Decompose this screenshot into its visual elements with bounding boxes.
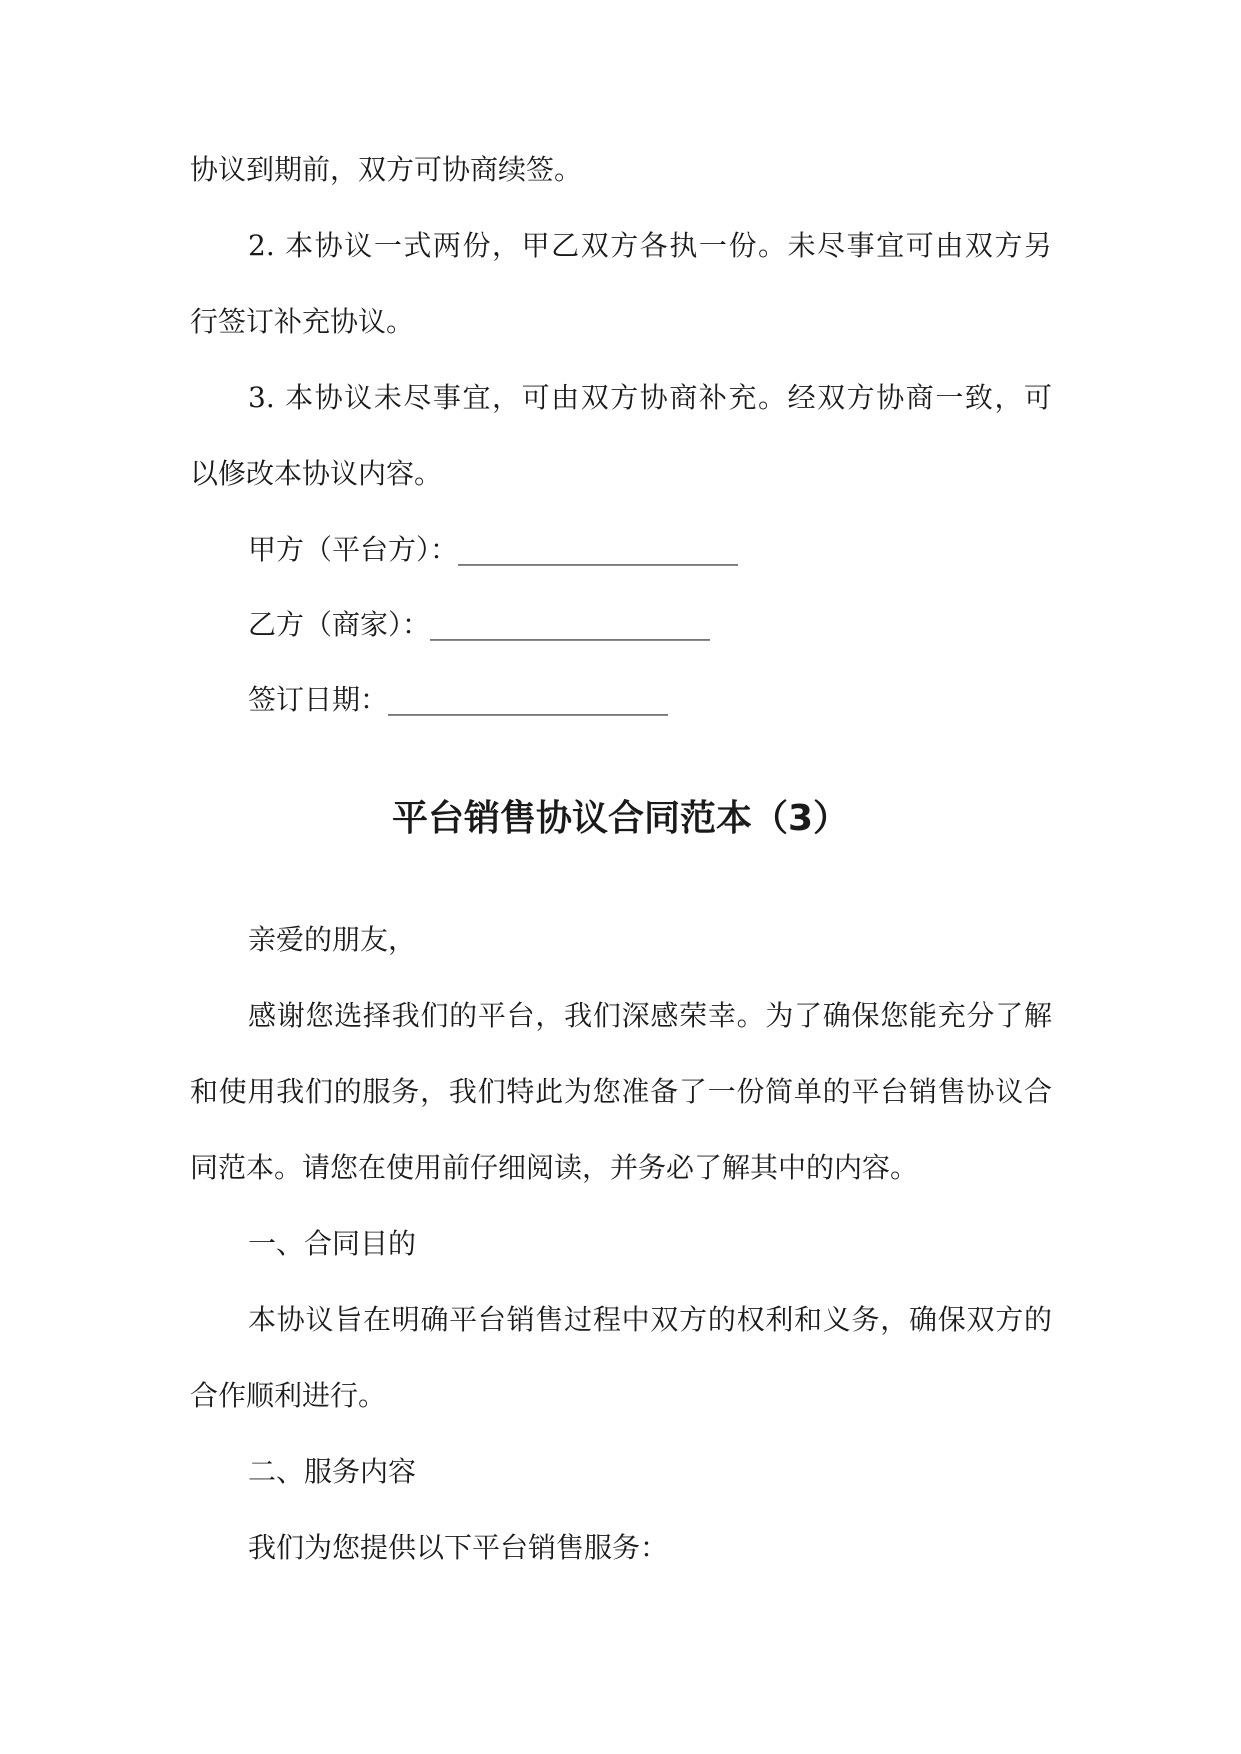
paragraph-line: 我们为您提供以下平台销售服务： <box>248 1531 669 1564</box>
section-heading: 一、合同目的 <box>248 1227 417 1260</box>
paragraph-line: 和使用我们的服务，我们特此为您准备了一份简单的平台销售协议合 <box>190 1075 1052 1108</box>
text-line: 以修改本协议内容。 <box>190 457 443 490</box>
text-line: 3. 本协议未尽事宜，可由双方协商补充。经双方协商一致，可 <box>248 381 1052 414</box>
paragraph-line: 感谢您选择我们的平台，我们深感荣幸。为了确保您能充分了解 <box>248 999 1052 1032</box>
section-title: 平台销售协议合同范本（3） <box>391 798 850 839</box>
text-line: 行签订补充协议。 <box>190 305 415 338</box>
section-heading: 二、服务内容 <box>248 1455 417 1488</box>
text-line: 协议到期前，双方可协商续签。 <box>190 153 583 186</box>
signature-party-b: 乙方（商家）：____________________ <box>248 608 711 641</box>
text-line: 2. 本协议一式两份，甲乙双方各执一份。未尽事宜可由双方另 <box>248 229 1052 262</box>
paragraph-line: 本协议旨在明确平台销售过程中双方的权利和义务，确保双方的 <box>248 1303 1052 1336</box>
paragraph-line: 同范本。请您在使用前仔细阅读，并务必了解其中的内容。 <box>190 1151 919 1184</box>
greeting: 亲爱的朋友， <box>248 923 417 956</box>
signature-date: 签订日期：____________________ <box>248 683 669 716</box>
paragraph-line: 合作顺利进行。 <box>190 1379 387 1412</box>
signature-party-a: 甲方（平台方）：____________________ <box>248 533 739 566</box>
